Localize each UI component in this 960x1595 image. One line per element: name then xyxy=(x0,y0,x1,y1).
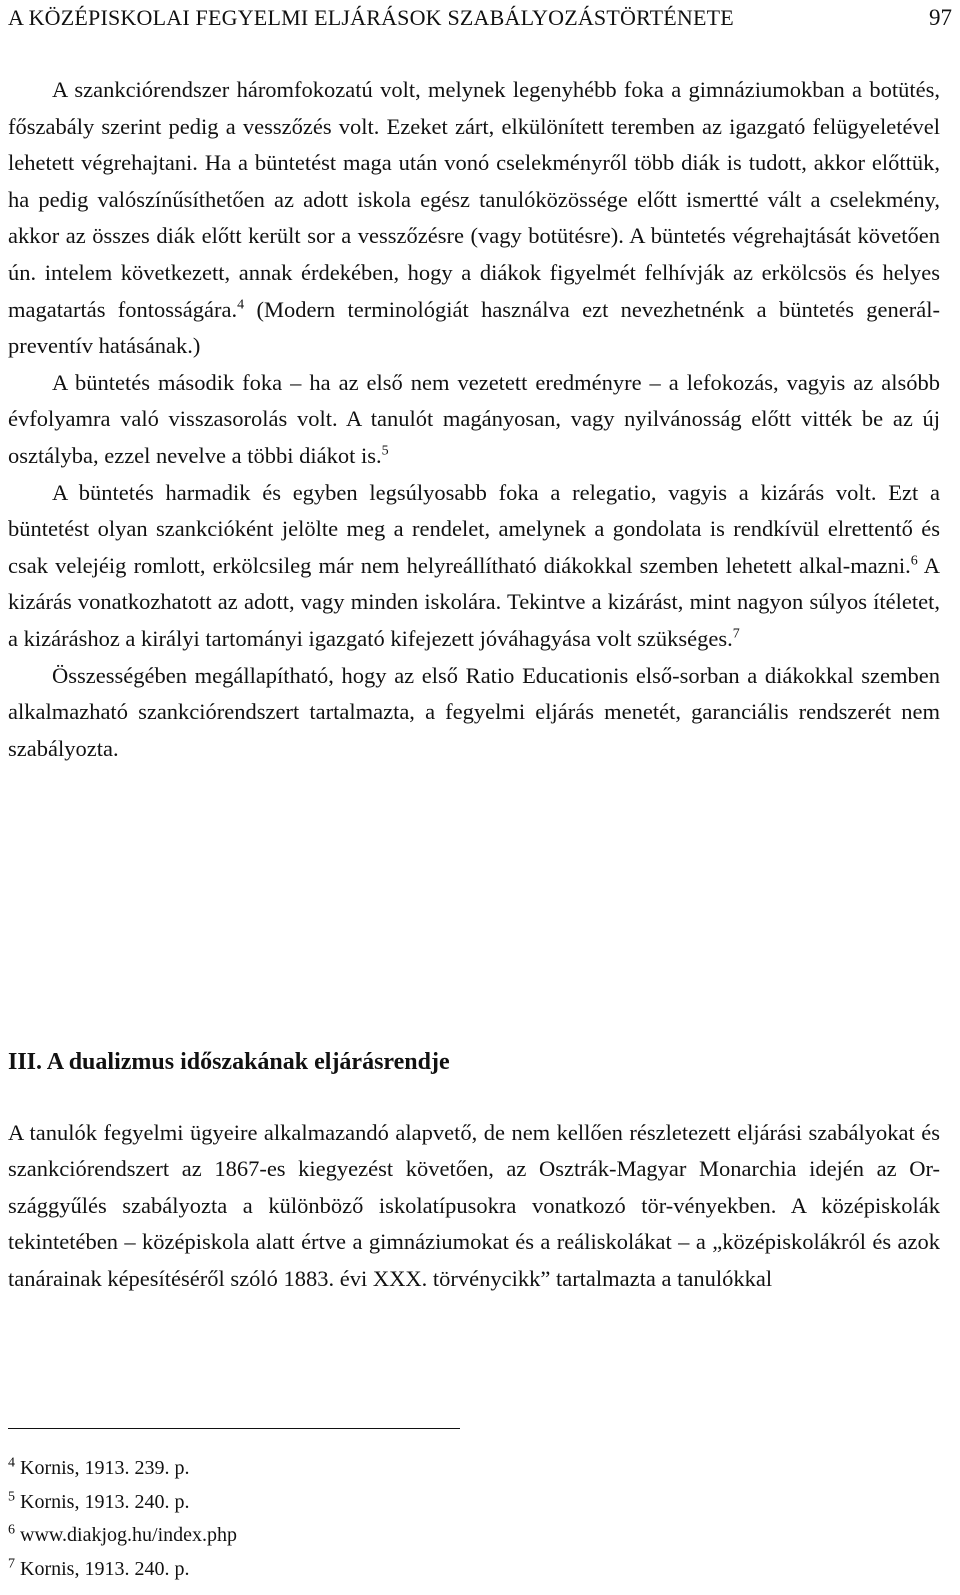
page-header xyxy=(8,0,952,36)
paragraph-3-text: A büntetés harmadik és egyben legsúlyosabb foka a relegatio, vagyis a kizárás volt. Ezt a büntetést olyan szankcióként jelölte meg a rendelet, amelynek a gondolata is rendkívül elrettentő és csak velejéig romlott, erkölcsileg már nem helyreállítható diákokkal szemben lehetett alkal-mazni. xyxy=(8,479,940,578)
body-text xyxy=(8,72,940,767)
paragraph-1 xyxy=(8,72,940,365)
section-body xyxy=(8,1115,940,1297)
paragraph-3 xyxy=(8,475,940,658)
paragraph-3-text-cont: A kizárás vonatkozhatott az adott, vagy minden iskolára. Tekintve a kizárást, mint nagyon súlyos ítéletet, a kizáráshoz a királyi tartományi igazgató kifejezett jóváhagyása volt szükséges. xyxy=(8,552,940,651)
paragraph-2-text: A büntetés második foka – ha az első nem vezetett eredményre – a lefokozás, vagyis az alsóbb évfolyamra való visszasorolás volt. A tanulót magányosan, vagy nyilvánosság előtt vitték be az új osztályba, ezzel nevelve a többi diákot is. xyxy=(8,369,940,468)
footnote-6 xyxy=(8,1519,908,1553)
footnotes xyxy=(8,1452,908,1586)
footnote-text: Kornis, 1913. 240. p. xyxy=(20,1557,190,1580)
page-number: 97 xyxy=(929,5,952,30)
footnote-link[interactable]: www.diakjog.hu/index.php xyxy=(20,1524,238,1546)
footnote-number: 4 xyxy=(8,1455,15,1471)
paragraph-4-text: Összességében megállapítható, hogy az első Ratio Educationis első-sorban a diákokkal szemben alkalmazható szankciórendszert tartalmazta, a fegyelmi eljárás menetét, garanciális rendszerét nem szabályozta. xyxy=(8,662,940,761)
paragraph-4 xyxy=(8,658,940,768)
footnote-text: Kornis, 1913. 239. p. xyxy=(20,1457,190,1479)
footnote-ref-7[interactable]: 7 xyxy=(732,626,740,642)
footnote-ref-6[interactable]: 6 xyxy=(910,553,918,569)
footnote-ref-5[interactable]: 5 xyxy=(381,443,389,459)
section-heading: III. A dualizmus időszakának eljárásrendje xyxy=(8,1049,450,1075)
footnote-text: Kornis, 1913. 240. p. xyxy=(20,1490,190,1513)
footnote-7 xyxy=(8,1553,908,1587)
paragraph-2 xyxy=(8,365,940,475)
footnote-number: 7 xyxy=(8,1555,15,1571)
running-title: A KÖZÉPISKOLAI FEGYELMI ELJÁRÁSOK SZABÁLYOZÁSTÖRTÉNETE xyxy=(8,5,734,30)
footnote-number: 5 xyxy=(8,1488,15,1504)
footnote-4 xyxy=(8,1452,908,1486)
footnote-number: 6 xyxy=(8,1522,15,1538)
paragraph-1-text-cont: (Modern terminológiát használva ezt nevezhetnénk a büntetés generál-preventív hatásának.) xyxy=(8,296,940,359)
footnote-5 xyxy=(8,1486,908,1520)
footnote-ref-4[interactable]: 4 xyxy=(237,297,245,313)
footnote-separator xyxy=(8,1428,460,1429)
section-paragraph: A tanulók fegyelmi ügyeire alkalmazandó alapvető, de nem kellően részletezett eljárási szabályokat és szankciórendszert az 1867-es kiegyezést követően, az Osztrák-Magyar Monarchia idején az Or-szággyűlés szabályozta a különböző iskolatípusokra vonatkozó tör-vényekben. A középiskolák tekintetében – középiskola alatt értve a gimnáziumokat és a reáliskolákat – a „középiskolákról és azok tanárainak képesítéséről szóló 1883. évi XXX. törvénycikk” tartalmazta a tanulókkal xyxy=(8,1120,940,1291)
paragraph-1-text: A szankciórendszer háromfokozatú volt, melynek legenyhébb foka a gimnáziumokban a botütés, főszabály szerint pedig a vesszőzés volt. Ezeket zárt, elkülönített teremben az igazgató felügyeletével lehetett végrehajtani. Ha a büntetést maga után vonó cselekményről több diák is tudott, akkor előttük, ha pedig valószínűsíthetően az adott iskola egész tanulóközössége előtt ismertté vált a cselekmény, akkor az összes diák előtt került sor a vesszőzésre (vagy botütésre). A büntetés végrehajtását követően ún. intelem következett, annak érdekében, hogy a diákok figyelmét felhívják az erkölcsös és helyes magatartás fontosságára. xyxy=(8,77,940,322)
